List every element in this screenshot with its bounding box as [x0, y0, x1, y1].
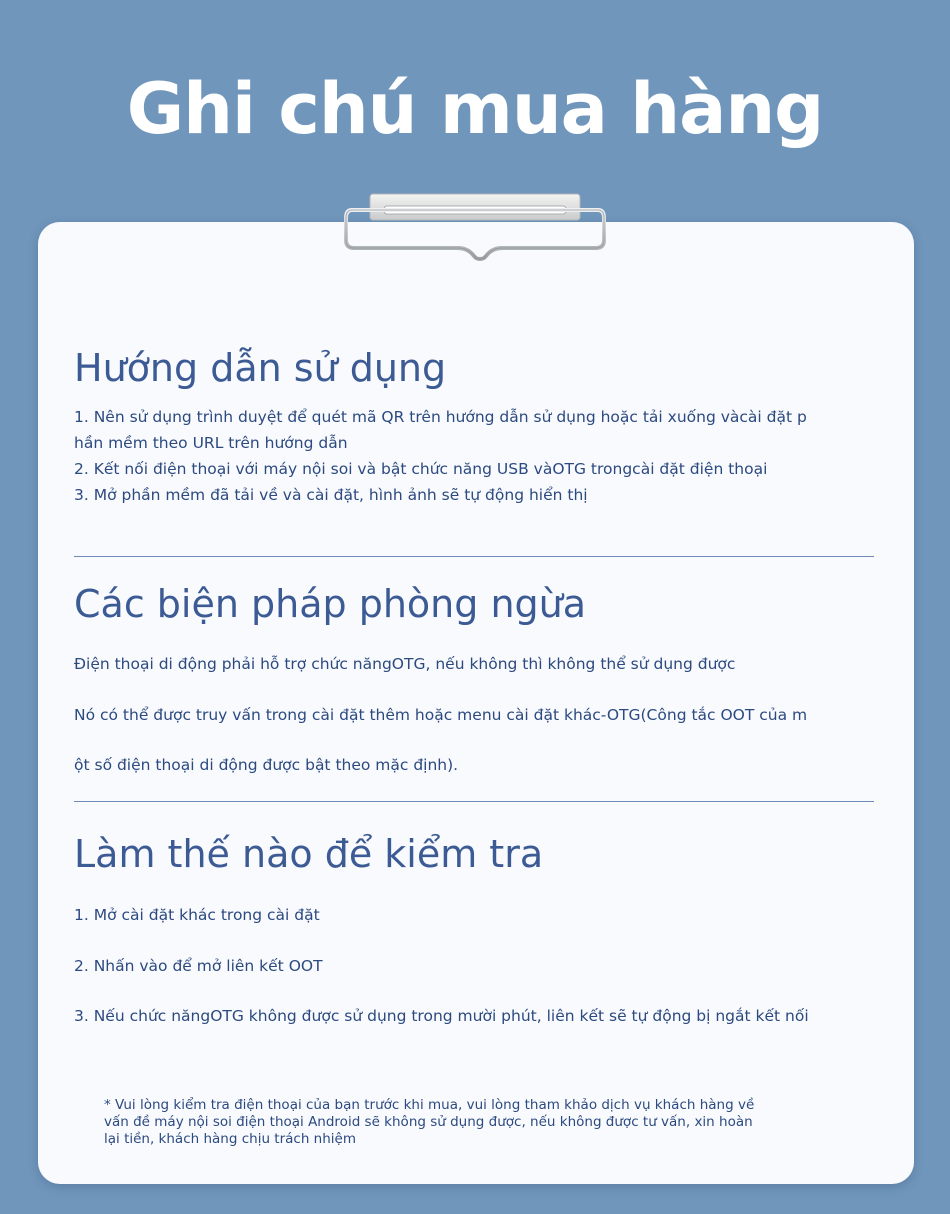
- check-line-2: 2. Nhấn vào để mở liên kết OOT: [74, 957, 323, 975]
- usage-heading: Hướng dẫn sử dụng: [74, 346, 447, 390]
- clipboard-clip-icon: [340, 192, 610, 262]
- disclaimer-footnote: [104, 1097, 864, 1148]
- page-title: Ghi chú mua hàng: [126, 68, 824, 150]
- precautions-line-1: Điện thoại di động phải hỗ trợ chức năngOTG, nếu không thì không thể sử dụng được: [74, 655, 736, 673]
- usage-line-3: 2. Kết nối điện thoại với máy nội soi và bật chức năng USB vàOTG trongcài đặt điện thoại: [74, 460, 768, 478]
- check-heading: Làm thế nào để kiểm tra: [74, 832, 544, 876]
- footnote-line-3: lại tiền, khách hàng chịu trách nhiệm: [104, 1131, 356, 1147]
- footnote-line-2: vấn đề máy nội soi điện thoại Android sẽ không sử dụng được, nếu không được tư vấn, xin hoàn: [104, 1114, 753, 1130]
- usage-line-2: hần mềm theo URL trên hướng dẫn: [74, 434, 348, 452]
- footnote-line-1: * Vui lòng kiểm tra điện thoại của bạn trước khi mua, vui lòng tham khảo dịch vụ khách hàng về: [104, 1097, 755, 1113]
- usage-line-4: 3. Mở phần mềm đã tải về và cài đặt, hình ảnh sẽ tự động hiển thị: [74, 486, 588, 504]
- usage-line-1: 1. Nên sử dụng trình duyệt để quét mã QR trên hướng dẫn sử dụng hoặc tải xuống vàcài đặt p: [74, 408, 807, 426]
- precautions-line-3: ột số điện thoại di động được bật theo mặc định).: [74, 756, 459, 774]
- section-divider: [74, 801, 874, 802]
- precautions-heading: Các biện pháp phòng ngừa: [74, 582, 587, 626]
- precautions-line-2: Nó có thể được truy vấn trong cài đặt thêm hoặc menu cài đặt khác-OTG(Công tắc OOT của m: [74, 706, 808, 724]
- check-line-3: 3. Nếu chức năngOTG không được sử dụng trong mười phút, liên kết sẽ tự động bị ngắt kết nối: [74, 1007, 809, 1025]
- section-divider: [74, 556, 874, 557]
- check-line-1: 1. Mở cài đặt khác trong cài đặt: [74, 906, 320, 924]
